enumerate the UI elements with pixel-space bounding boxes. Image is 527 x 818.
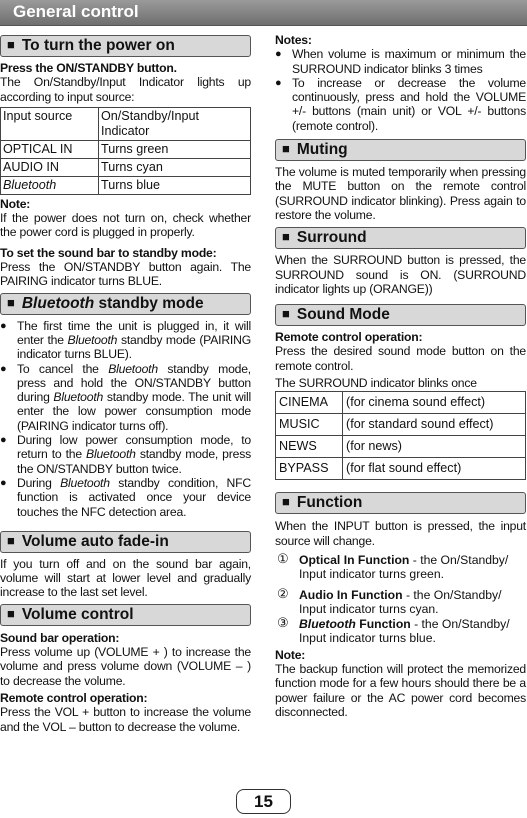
sound-mode-blink-text: The SURROUND indicator blinks once	[275, 376, 477, 391]
sound-mode-table	[275, 391, 526, 480]
text-span: The first time the unit is plugged in, it will enter the	[17, 318, 251, 347]
text-span: During	[17, 475, 61, 490]
bullet-dot-icon: ●	[0, 434, 7, 447]
fade-in-header	[0, 531, 251, 553]
sound-mode-header	[275, 304, 526, 326]
list-item	[0, 433, 251, 476]
remote-op-title: Remote control operation:	[0, 690, 148, 705]
text-span: standby mode, press and hold the ON/STANDBY button during	[17, 361, 251, 405]
table-cell: Turns green	[99, 140, 251, 158]
square-bullet-icon: ■	[282, 229, 290, 245]
bluetooth-word: Bluetooth	[299, 617, 356, 632]
table-row	[1, 140, 251, 158]
list-item	[275, 585, 526, 617]
bullet-dot-icon: ●	[0, 476, 7, 489]
power-note-text: If the power does not turn on, check whether the power cord is plugged in properly.	[0, 211, 251, 240]
soundbar-op-title: Sound bar operation:	[0, 630, 120, 645]
text-span: To cancel the	[17, 361, 109, 376]
table-row	[1, 176, 251, 194]
table-cell: (for standard sound effect)	[343, 414, 526, 436]
function-note-text: The backup function will protect the memorized function mode for a few hours should there be a power failure or the AC power cord becomes disconnected.	[275, 662, 526, 719]
list-item	[0, 319, 251, 362]
indicator-table	[0, 107, 251, 195]
square-bullet-icon: ■	[7, 605, 15, 621]
muting-title: Muting	[296, 141, 348, 159]
fade-in-text: If you turn off and on the sound bar again, volume will start at lower level and gradually increase to the last set level.	[0, 556, 251, 600]
notes-list	[275, 47, 526, 133]
table-cell: Bluetooth	[1, 176, 99, 194]
text-span: standby mode, press the ON/STANDBY button twice.	[17, 447, 251, 476]
table-row	[1, 158, 251, 176]
bluetooth-word: Bluetooth	[60, 475, 110, 490]
table-cell: OPTICAL IN	[1, 140, 99, 158]
text-span: standby condition, NFC function is activated once your device touches the NFC detection area.	[17, 475, 251, 519]
square-bullet-icon: ■	[7, 294, 15, 310]
right-column	[275, 33, 526, 719]
square-bullet-icon: ■	[282, 494, 290, 510]
bullet-dot-icon: ●	[0, 362, 7, 375]
power-note-label: Note:	[0, 196, 31, 211]
function-intro: When the INPUT button is pressed, the input source will change.	[275, 519, 526, 548]
power-intro: The On/Standby/Input Indicator lights up according to input source:	[0, 75, 251, 104]
square-bullet-icon: ■	[282, 306, 290, 322]
text-span: standby mode (PAIRING indicator turns BLUE).	[17, 332, 251, 362]
notes-label: Notes:	[275, 33, 312, 47]
number-marker: ②	[277, 585, 289, 601]
list-item	[0, 476, 251, 519]
sound-mode-remote-title: Remote control operation:	[275, 330, 423, 345]
power-on-title: To turn the power on	[21, 37, 175, 54]
banner-title: General control	[13, 2, 139, 21]
sound-mode-remote-text: Press the desired sound mode button on the remote control.	[275, 344, 526, 373]
table-cell: Turns cyan	[99, 158, 251, 176]
table-cell: BYPASS	[276, 458, 343, 480]
bluetooth-word: Bluetooth	[86, 447, 136, 462]
table-cell: (for cinema sound effect)	[343, 392, 526, 414]
table-row	[276, 414, 526, 436]
function-item-title: Optical In Function	[299, 552, 410, 567]
power-on-header	[0, 35, 251, 57]
table-cell: (for flat sound effect)	[343, 458, 526, 480]
square-bullet-icon: ■	[282, 141, 290, 157]
surround-header	[275, 227, 526, 249]
muting-text: The volume is muted temporarily when pressing the MUTE button on the remote control (SURROUND indicator blinking). Press again to restore the volume.	[275, 165, 526, 222]
text-span: - the On/Standby/ Input indicator turns blue.	[299, 617, 510, 646]
standby-title: To set the sound bar to standby mode:	[0, 245, 217, 260]
table-cell: MUSIC	[276, 414, 343, 436]
list-item	[0, 362, 251, 433]
standby-text: Press the ON/STANDBY button again. The PAIRING indicator turns BLUE.	[0, 260, 251, 289]
function-note-label: Note:	[275, 647, 306, 662]
table-cell: AUDIO IN	[1, 158, 99, 176]
bluetooth-word: Bluetooth	[67, 332, 118, 347]
bullet-dot-icon: ●	[275, 76, 282, 89]
surround-title: Surround	[296, 229, 367, 247]
text-span: Function	[355, 617, 411, 632]
muting-header	[275, 139, 526, 161]
function-list	[275, 550, 526, 646]
table-row	[1, 107, 251, 140]
table-cell: CINEMA	[276, 392, 343, 414]
text-span: - the On/Standby/ Input indicator turns cyan.	[299, 587, 502, 616]
table-cell: NEWS	[276, 436, 343, 458]
table-cell: Turns blue	[99, 176, 251, 194]
list-item	[275, 47, 526, 76]
function-title: Function	[296, 494, 363, 512]
square-bullet-icon: ■	[7, 532, 15, 548]
page-number: 15	[236, 789, 291, 814]
section-banner	[0, 0, 527, 26]
text-span: When volume is maximum or minimum the SURROUND indicator blinks 3 times	[292, 47, 526, 76]
table-row	[276, 458, 526, 480]
bullet-dot-icon: ●	[0, 319, 7, 332]
function-header	[275, 492, 526, 514]
table-cell: Input source	[1, 107, 99, 140]
volume-control-title: Volume control	[21, 605, 134, 623]
function-item-title: Audio In Function	[299, 587, 403, 602]
power-press-title: Press the ON/STANDBY button.	[0, 61, 177, 75]
fade-in-title: Volume auto fade-in	[21, 532, 169, 550]
text-span: During low power consumption mode, to return to the	[17, 433, 251, 462]
table-row	[276, 436, 526, 458]
list-item	[275, 550, 526, 582]
number-marker: ③	[277, 615, 289, 631]
table-cell: (for news)	[343, 436, 526, 458]
surround-text: When the SURROUND button is pressed, the SURROUND sound is ON. (SURROUND indicator lights up (ORANGE))	[275, 253, 526, 296]
remote-op-text: Press the VOL + button to increase the volume and the VOL – button to decrease the volume.	[0, 705, 251, 734]
bullet-dot-icon: ●	[275, 48, 282, 61]
list-item	[275, 76, 526, 133]
table-row	[276, 392, 526, 414]
list-item	[275, 617, 526, 646]
soundbar-op-text: Press volume up (VOLUME + ) to increase the volume and press volume down (VOLUME – ) to decrease the volume.	[0, 645, 251, 688]
bluetooth-word: Bluetooth	[21, 294, 95, 312]
table-cell: On/Standby/Input Indicator	[99, 107, 251, 140]
text-span: standby mode. The unit will enter the low power consumption mode (PAIRING indicator turns off).	[17, 390, 251, 433]
number-marker: ①	[277, 550, 289, 566]
bluetooth-list	[0, 319, 251, 519]
volume-control-header	[0, 604, 251, 626]
bluetooth-word: Bluetooth	[53, 390, 104, 405]
bluetooth-word: Bluetooth	[108, 361, 158, 376]
bluetooth-standby-header	[0, 293, 251, 315]
text-span: To increase or decrease the volume continuously, press and hold the VOLUME +/- buttons (main unit) or VOL +/- buttons (remote control).	[292, 75, 526, 133]
square-bullet-icon: ■	[7, 37, 15, 52]
text-span: - the On/Standby/ Input indicator turns green.	[299, 552, 509, 582]
left-column	[0, 35, 251, 734]
sound-mode-title: Sound Mode	[296, 306, 390, 324]
bluetooth-header-rest: standby mode	[94, 294, 204, 312]
